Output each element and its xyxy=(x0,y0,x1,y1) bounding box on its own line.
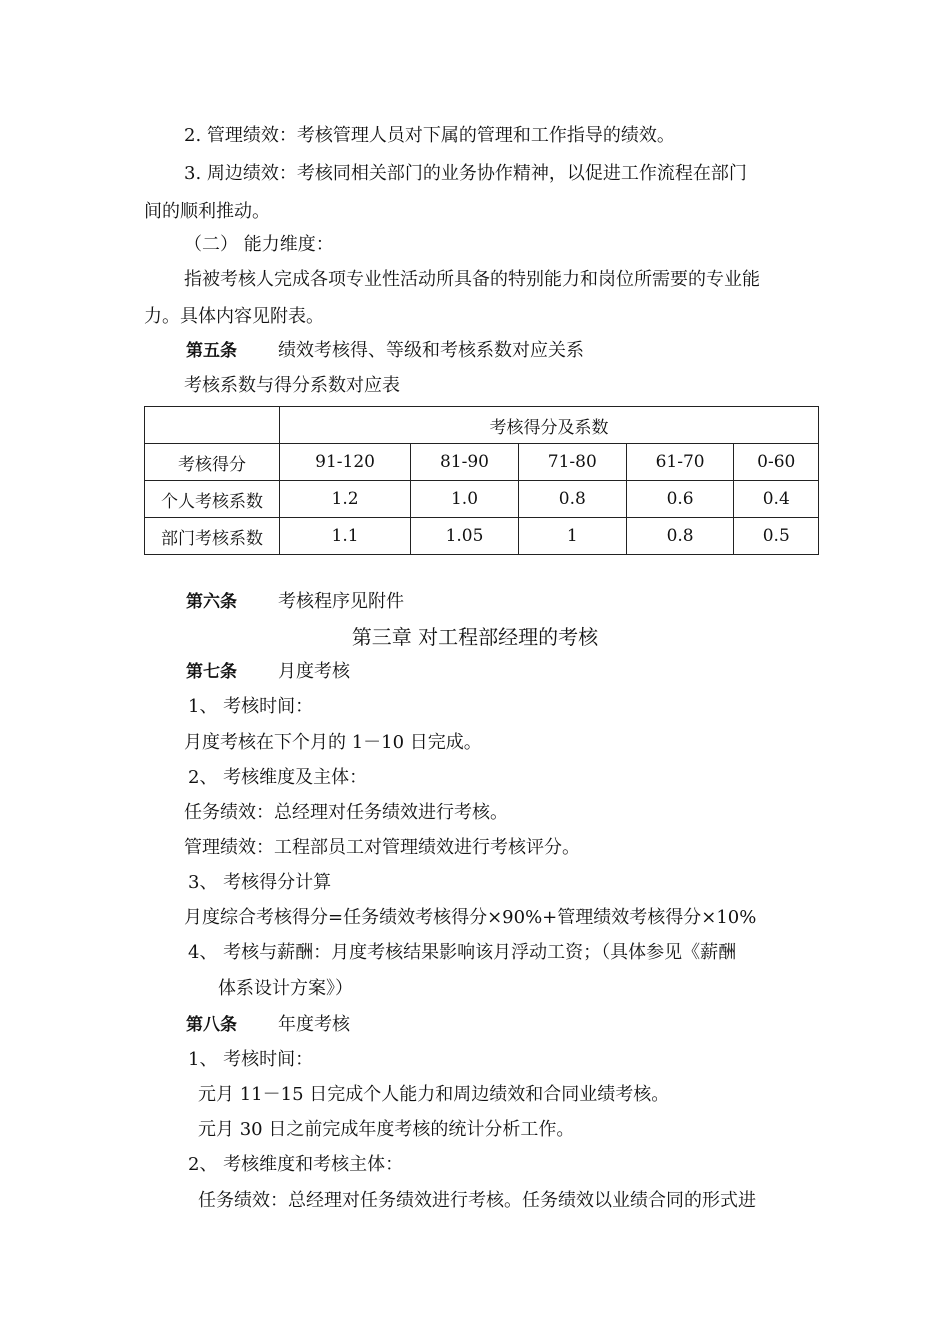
table-cell: 1.0 xyxy=(411,481,519,518)
table-cell: 0.8 xyxy=(518,481,626,518)
paragraph-ability-cont: 力。具体内容见附表。 xyxy=(144,306,324,327)
table-caption: 考核系数与得分系数对应表 xyxy=(184,375,400,396)
table-row-label: 考核得分 xyxy=(145,444,280,481)
article8-item1: 1、 考核时间： xyxy=(188,1049,314,1070)
article8-item2-task: 任务绩效：总经理对任务绩效进行考核。任务绩效以业绩合同的形式进 xyxy=(198,1190,756,1211)
table-cell: 0-60 xyxy=(734,444,819,481)
table-row xyxy=(145,481,819,518)
article7-item4: 4、 考核与薪酬：月度考核结果影响该月浮动工资；（具体参见《薪酬 xyxy=(188,942,737,963)
article5-text: 绩效考核得、等级和考核系数对应关系 xyxy=(278,340,584,361)
article7-item3: 3、 考核得分计算 xyxy=(188,872,332,893)
article7-label: 第七条 xyxy=(186,662,237,682)
article6-text: 考核程序见附件 xyxy=(278,591,404,612)
article5-label: 第五条 xyxy=(186,341,237,361)
table-cell: 0.4 xyxy=(734,481,819,518)
article7-text: 月度考核 xyxy=(278,661,350,682)
table-cell: 61-70 xyxy=(626,444,734,481)
article8-item2: 2、 考核维度和考核主体： xyxy=(188,1154,404,1175)
table-cell: 0.8 xyxy=(626,518,734,555)
table-cell: 1 xyxy=(518,518,626,555)
article8-item1-text2: 元月 30 日之前完成年度考核的统计分析工作。 xyxy=(198,1119,575,1140)
paragraph-peripheral-performance: 3. 周边绩效：考核同相关部门的业务协作精神，以促进工作流程在部门 xyxy=(184,163,747,184)
article7-item2-management: 管理绩效：工程部员工对管理绩效进行考核评分。 xyxy=(184,837,580,858)
table-cell: 0.5 xyxy=(734,518,819,555)
article8-label: 第八条 xyxy=(186,1015,237,1035)
ability-dimension-heading: （二） 能力维度： xyxy=(184,234,334,255)
table-header-span: 考核得分及系数 xyxy=(280,407,819,444)
coefficient-table xyxy=(144,406,819,555)
table-row xyxy=(145,518,819,555)
table-row xyxy=(145,444,819,481)
table-row-label: 部门考核系数 xyxy=(145,518,280,555)
article8-text: 年度考核 xyxy=(278,1014,350,1035)
article7-item1-text: 月度考核在下个月的 1－10 日完成。 xyxy=(184,732,482,753)
table-row-label: 个人考核系数 xyxy=(145,481,280,518)
article7-item3-formula: 月度综合考核得分=任务绩效考核得分×90%+管理绩效考核得分×10% xyxy=(184,907,757,928)
table-cell: 1.2 xyxy=(280,481,411,518)
article7-item4-cont: 体系设计方案》） xyxy=(218,978,353,999)
chapter-title: 第三章 对工程部经理的考核 xyxy=(351,625,599,649)
table-header-row xyxy=(145,407,819,444)
table-cell: 71-80 xyxy=(518,444,626,481)
paragraph-peripheral-performance-cont: 间的顺利推动。 xyxy=(144,201,270,222)
article7-item1: 1、 考核时间： xyxy=(188,696,314,717)
article7-item2: 2、 考核维度及主体： xyxy=(188,767,368,788)
table-cell: 91-120 xyxy=(280,444,411,481)
table-corner-cell xyxy=(145,407,280,444)
table-cell: 0.6 xyxy=(626,481,734,518)
article8-item1-text1: 元月 11－15 日完成个人能力和周边绩效和合同业绩考核。 xyxy=(198,1084,670,1105)
article6-label: 第六条 xyxy=(186,592,237,612)
paragraph-ability: 指被考核人完成各项专业性活动所具备的特别能力和岗位所需要的专业能 xyxy=(184,269,760,290)
paragraph-management-performance: 2. 管理绩效：考核管理人员对下属的管理和工作指导的绩效。 xyxy=(184,125,675,146)
article7-item2-task: 任务绩效：总经理对任务绩效进行考核。 xyxy=(184,802,508,823)
table-cell: 1.05 xyxy=(411,518,519,555)
table-cell: 1.1 xyxy=(280,518,411,555)
table-cell: 81-90 xyxy=(411,444,519,481)
